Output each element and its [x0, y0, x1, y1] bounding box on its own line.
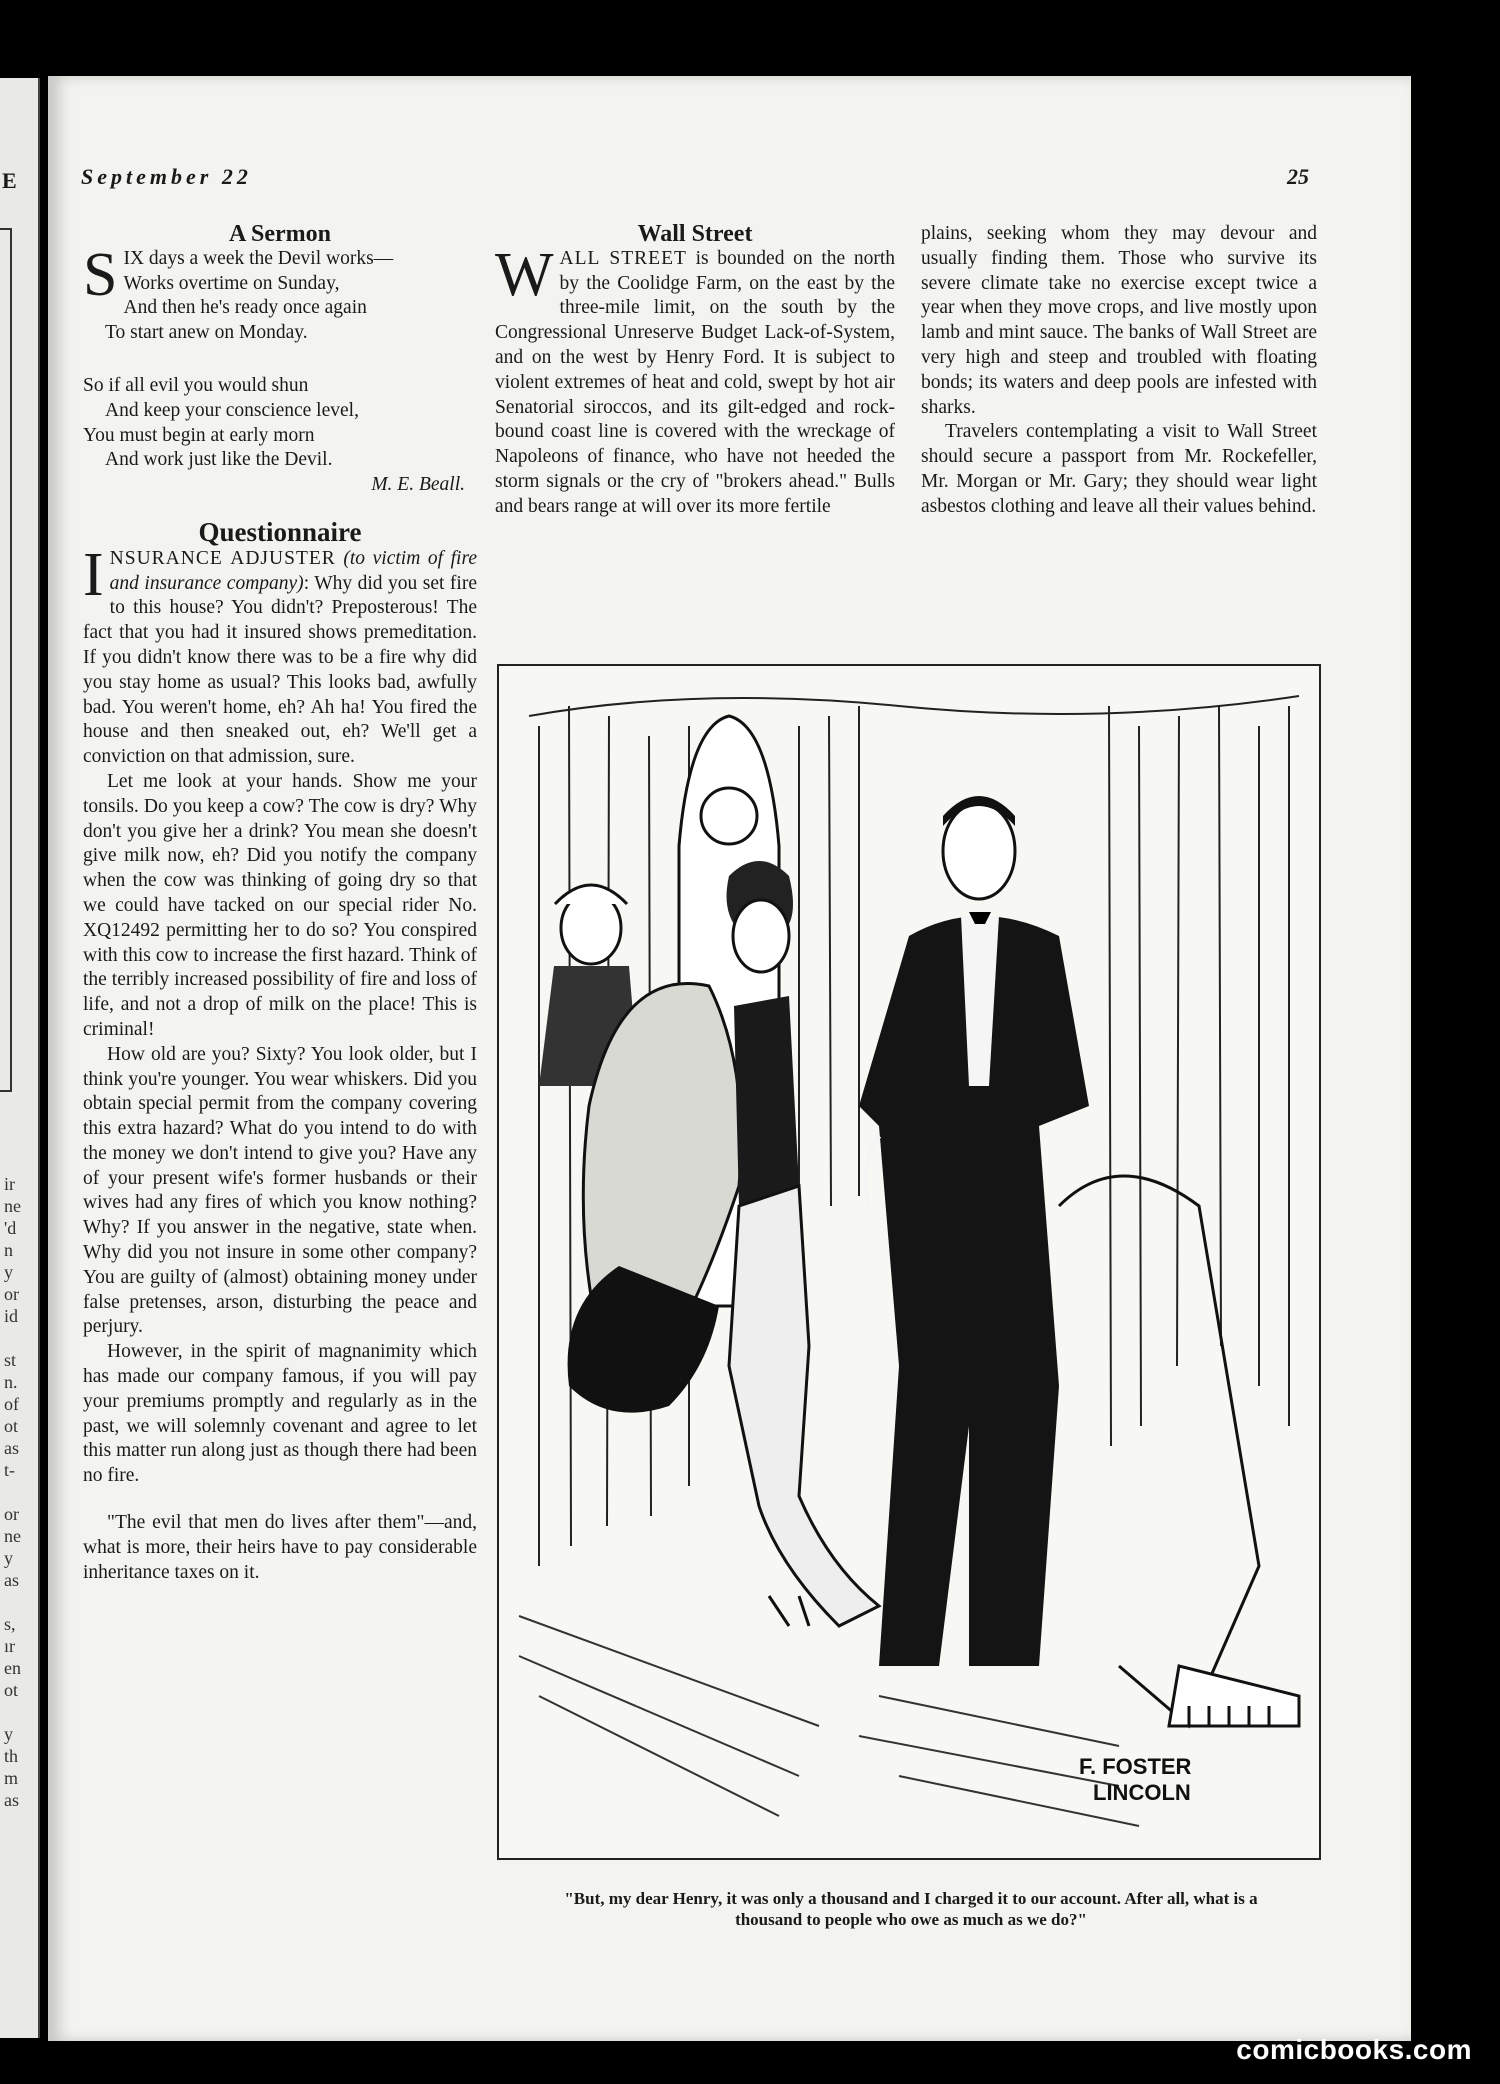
left-page-fragment: n. [4, 1372, 18, 1392]
questionnaire-paragraph: How old are you? Sixty? You look older, but I think you're younger. You wear whiskers. Did you obtain special permit from the company covering this extra hazard? What do you intend to do with the money we don't intend to give you? Have any of your present wife's former husbands or their wives had any fires of which you know nothing? Why? If you answer in the negative, state when. Why did you not insure in some other company? You are guilty of (almost) obtaining money under false pretenses, arson, disturbing the peace and perjury. [83, 1043, 477, 1338]
questionnaire-dropcap: I [83, 540, 104, 609]
left-page-fragment: ot [4, 1416, 19, 1436]
left-page-fragment: y [4, 1262, 13, 1282]
left-page-fragment [4, 1591, 21, 1613]
page-number: 25 [1287, 164, 1309, 189]
left-page-fragment: m [4, 1768, 19, 1788]
evil-quote: "The evil that men do lives after them"—and, what is more, their heirs have to pay considerable inheritance taxes on it. [83, 1512, 477, 1583]
left-page-fragment: or [4, 1504, 19, 1524]
left-page-fragment: st [4, 1350, 17, 1370]
wall-street-paragraph: Travelers contemplating a visit to Wall Street should secure a passport from Mr. Rockefeller, Mr. Morgan or Mr. Gary; they should wear light asbestos clothing and leave all their values behind. [921, 421, 1317, 517]
questionnaire-lead: NSURANCE ADJUSTER [109, 547, 336, 569]
left-page-fragment: y [4, 1548, 13, 1568]
left-page-fragment: as [4, 1438, 19, 1458]
left-page-margin-text [4, 1173, 21, 1811]
wall-street-dropcap: W [495, 240, 554, 309]
left-page-frame [0, 228, 12, 1092]
wall-street-title: Wall Street [637, 221, 753, 247]
left-page-fragment: as [4, 1790, 19, 1810]
left-page-fragment: en [4, 1658, 21, 1678]
left-page-edge [0, 78, 40, 2038]
column-middle [495, 222, 895, 520]
questionnaire-paragraph: However, in the spirit of magnanimity which has made our company famous, if you will pay your premiums promptly and regularly as in the past, we will solemnly covenant and agree to let this matter run along just as though there had been no fire. [83, 1341, 477, 1487]
left-page-fragment: or [4, 1284, 19, 1304]
wall-street-lead: ALL STREET [559, 247, 687, 269]
left-page-fragment: s, [4, 1614, 16, 1634]
left-page-fragment: ot [4, 1680, 19, 1700]
poem-line: So if all evil you would shun [83, 374, 309, 396]
sermon-author: M. E. Beall. [371, 474, 465, 496]
poem-line: To start anew on Monday. [105, 322, 308, 344]
left-page-fragment: ne [4, 1526, 21, 1546]
sermon-title: A Sermon [229, 221, 331, 247]
man-figure [859, 796, 1089, 1666]
poem-line: And work just like the Devil. [105, 449, 333, 471]
left-page-letter: E [2, 168, 17, 193]
questionnaire-text: : Why did you set fire to this house? You didn't? Preposterous! The fact that you had it insured shows premeditation. If you didn't know there was to be a fire why did you stay home as usual? This looks bad, awfully bad. You weren't home, eh? Ah ha! You fired the house and then sneaked out, eh? We'll get a conviction on that admission, sure. [83, 572, 477, 768]
left-page-fragment: of [4, 1394, 19, 1414]
floor-hatching [519, 1616, 1139, 1826]
illustration-drawing [499, 666, 1319, 1858]
left-page-fragment: ir [4, 1174, 15, 1194]
left-page-fragment: n [4, 1240, 13, 1260]
wall-street-paragraph [495, 240, 895, 520]
column-right [921, 222, 1317, 520]
left-page-fragment: as [4, 1570, 19, 1590]
left-page-fragment [4, 1701, 21, 1723]
left-page-fragment: t- [4, 1460, 15, 1480]
questionnaire-paragraph [83, 540, 477, 770]
magazine-page [48, 76, 1411, 2041]
page-date: September 22 [81, 164, 252, 189]
poem-line: And then he's ready once again [123, 297, 367, 319]
questionnaire-paragraph: Let me look at your hands. Show me your tonsils. Do you keep a cow? The cow is dry? Why don't you give her a drink? You mean she doesn't give milk now, eh? Did you notify the company when the cow was thinking of going dry so that we could have tacked on our special rider No. XQ12492 permitting her to do so? You conspired with this cow to increase the first hazard. Think of the terribly increased possibility of fire and loss of life, and not a drop of milk on the place! This is criminal! [83, 770, 477, 1040]
left-page-fragment: ır [4, 1636, 15, 1656]
left-page-fragment [4, 1327, 21, 1349]
poem-line: IX days a week the Devil works— [123, 247, 394, 269]
left-page-fragment: y [4, 1724, 13, 1744]
questionnaire-title: Questionnaire [198, 516, 362, 547]
artist-signature-line2: LINCOLN [1093, 1780, 1191, 1805]
left-page-fragment: ne [4, 1196, 21, 1216]
left-page-fragment [4, 1481, 21, 1503]
left-page-fragment: th [4, 1746, 19, 1766]
column-left [83, 222, 477, 1585]
page-header [51, 164, 1411, 204]
left-page-fragment: id [4, 1306, 19, 1326]
illustration [497, 664, 1321, 1860]
wall-street-text: is bounded on the north by the Coolidge Farm, on the east by the three-mile limit, on the south by the Congressional Unreserve Budget Lack-of-System, and on the west by Henry Ford. It is subject to violent extremes of heat and cold, swept by hot air Senatorial siroccos, and its gilt-edged and rock-bound coast line is covered with the wreckage of Napoleons of finance, who have not heeded the storm signals or the cry of "brokers ahead." Bulls and bears range at will over its more fertile [495, 247, 895, 517]
poem-line: You must begin at early morn [83, 424, 315, 446]
poem-line: And keep your conscience level, [105, 399, 359, 421]
left-page-fragment: 'd [4, 1218, 17, 1238]
wall-street-paragraph-cont: plains, seeking whom they may devour and usually finding them. Those who survive its severe climate take no exercise except twice a year when they move crops, and live mostly upon lamb and mint sauce. The banks of Wall Street are very high and steep and troubled with floating bonds; its waters and deep pools are infested with sharks. [921, 223, 1317, 418]
sermon-dropcap: S [83, 240, 118, 309]
watermark-logo: comicbooks.com [1236, 2034, 1472, 2065]
artist-signature-line1: F. FOSTER [1079, 1754, 1192, 1779]
armchair [1059, 1176, 1299, 1726]
questionnaire-lead-italic: (to victim of fire and insurance company) [109, 547, 477, 594]
illustration-caption: "But, my dear Henry, it was only a thousand and I charged it to our account. After all, what is a thousand to people who owe as much as we do?" [564, 1889, 1258, 1929]
sermon-poem [83, 240, 477, 498]
poem-line: Works overtime on Sunday, [123, 272, 340, 294]
